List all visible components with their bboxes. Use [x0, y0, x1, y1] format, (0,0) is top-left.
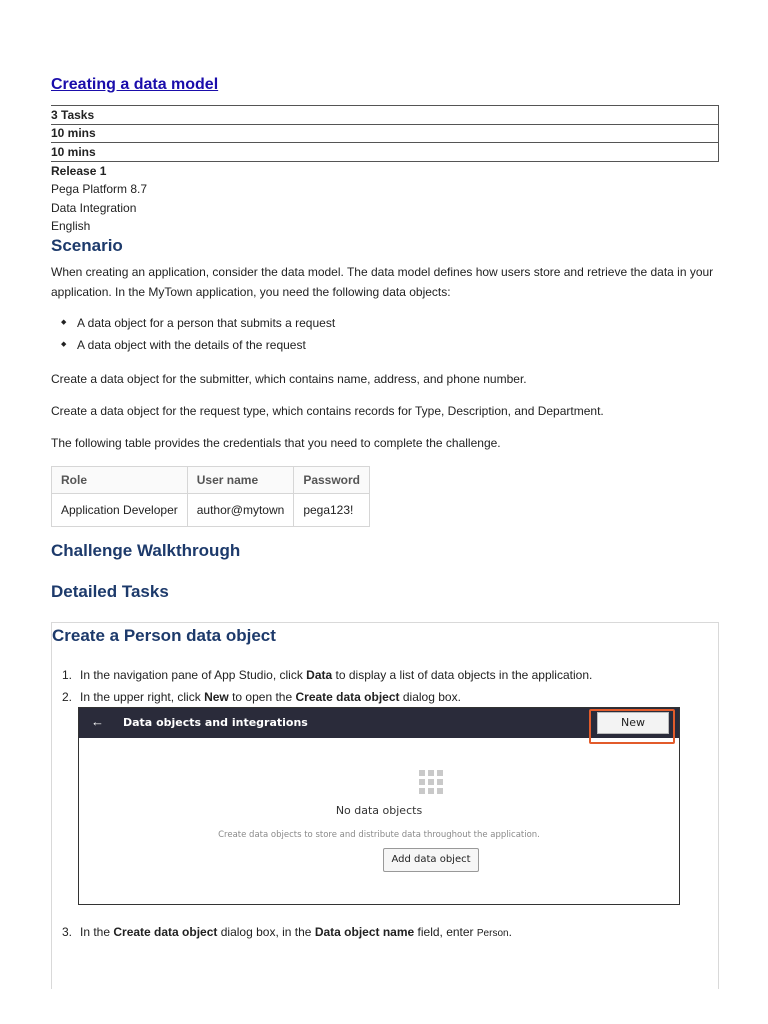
step-text: to display a list of data objects in the application. [332, 668, 593, 682]
col-role: Role [52, 467, 188, 494]
credentials-table [51, 466, 370, 527]
step-bold: Data [306, 668, 333, 682]
grid-icon [419, 770, 443, 794]
step-text: In the navigation pane of App Studio, click [80, 668, 307, 682]
screenshot-data-objects [78, 707, 680, 905]
step-text: In the [80, 925, 114, 939]
step-value: Person [476, 928, 509, 939]
step-bold: Data object name [314, 925, 415, 939]
scenario-heading: Scenario [51, 236, 123, 255]
cell-username: author@mytown [187, 494, 294, 527]
bullet-item: ◆ A data object with the details of the request [63, 336, 306, 354]
step-bold: Create data object [295, 690, 400, 704]
topic-label: Data Integration [51, 201, 137, 215]
step-number: 2. [62, 690, 73, 704]
step-number: 3. [62, 925, 73, 939]
step-text: . [508, 925, 512, 939]
step-text: dialog box. [399, 690, 461, 704]
step-text: field, enter [414, 925, 477, 939]
cell-role: Application Developer [52, 494, 188, 527]
release-label: Release 1 [51, 164, 107, 178]
walkthrough-heading: Challenge Walkthrough [51, 541, 241, 560]
step-text: to open the [228, 690, 296, 704]
back-arrow-icon[interactable]: ← [91, 714, 104, 729]
step-1 [62, 666, 592, 684]
detailed-tasks-heading: Detailed Tasks [51, 582, 169, 601]
step-text: dialog box, in the [217, 925, 315, 939]
meta-tasks: 3 Tasks [51, 105, 719, 125]
step-bold: New [204, 690, 229, 704]
screenshot-title: Data objects and integrations [123, 716, 308, 729]
step-number: 1. [62, 668, 73, 682]
screenshot-header-bar [79, 708, 679, 738]
scenario-intro-1: When creating an application, consider the data model. The data model defines how users store and retrieve the data in your [51, 265, 714, 279]
para-request: Create a data object for the request type, which contains records for Type, Description, and Department. [51, 404, 604, 418]
para-table-intro: The following table provides the credentials that you need to complete the challenge. [51, 436, 501, 450]
bullet-item: ◆ A data object for a person that submits a request [63, 314, 335, 332]
highlight-outline [589, 709, 675, 744]
step-bold: Create data object [113, 925, 218, 939]
page-title-link[interactable]: Creating a data model [51, 76, 219, 93]
para-submitter: Create a data object for the submitter, which contains name, address, and phone number. [51, 372, 527, 386]
scenario-intro-2: application. In the MyTown application, you need the following data objects: [51, 285, 451, 299]
step-3 [62, 923, 512, 943]
meta-duration-2: 10 mins [51, 143, 719, 162]
add-data-object-button[interactable]: Add data object [383, 848, 479, 872]
empty-state-subtitle: Create data objects to store and distribute data throughout the application. [218, 830, 540, 840]
step-text: In the upper right, click [80, 690, 205, 704]
col-password: Password [294, 467, 370, 494]
platform-label: Pega Platform 8.7 [51, 182, 148, 196]
step-2 [62, 688, 461, 706]
new-button[interactable]: New [597, 712, 669, 734]
task-panel [51, 622, 719, 989]
task-heading: Create a Person data object [52, 626, 276, 645]
empty-state-title: No data objects [335, 804, 423, 817]
col-username: User name [187, 467, 294, 494]
cell-password: pega123! [294, 494, 370, 527]
meta-duration: 10 mins [51, 124, 719, 143]
language-label: English [51, 219, 91, 233]
